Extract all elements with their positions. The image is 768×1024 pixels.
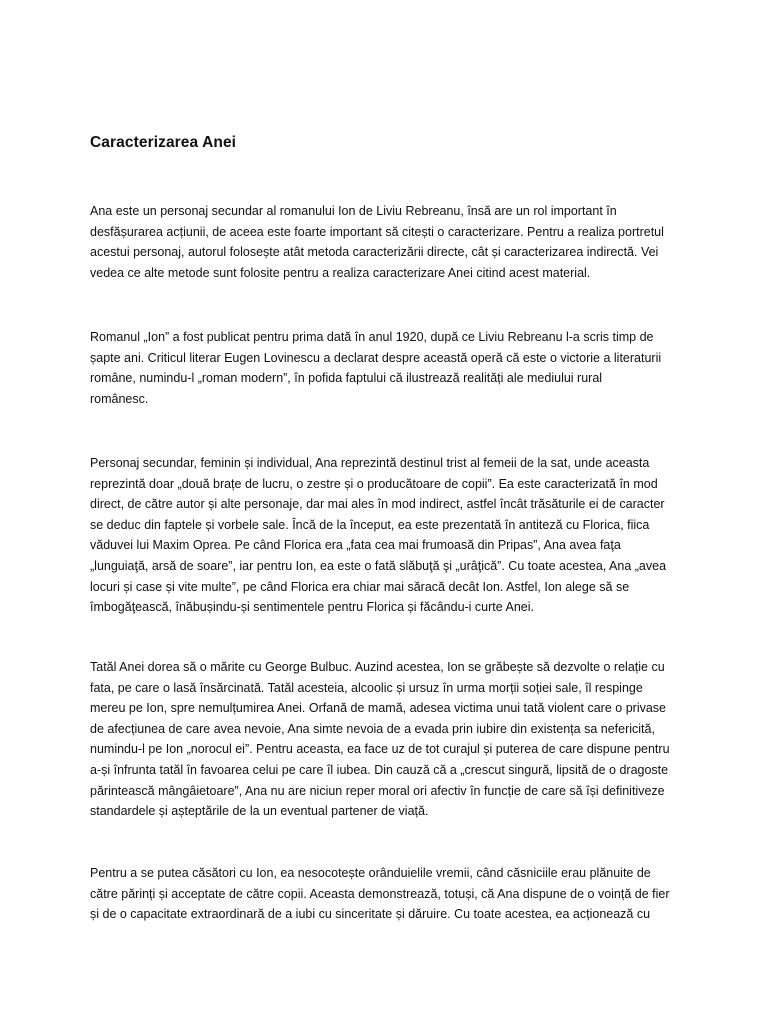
paragraph-line: standardele și așteptările de la un eventual partener de viață.	[90, 804, 429, 819]
paragraph-line: Romanul „Ion” a fost publicat pentru prima dată în anul 1920, după ce Liviu Rebreanu l-a scris timp de	[90, 330, 654, 344]
paragraph-line: vedea ce alte metode sunt folosite pentru a realiza caracterizare Anei citind acest material.	[90, 265, 591, 280]
paragraph-character-portrait	[90, 453, 680, 618]
paragraph-line: văduvei lui Maxim Oprea. Pe când Florica era „fata cea mai frumoasă din Pripas”, Ana avea faţa	[90, 538, 621, 553]
paragraph-marriage	[90, 863, 680, 925]
paragraph-line: mereu pe Ion, spre nemulțumirea Anei. Orfană de mamă, adesea victima unui tată violent care o privase	[90, 701, 666, 716]
paragraph-line: reprezintă doar „două brațe de lucru, o zestre și o producătoare de copii”. Ea este caracterizată în mod	[90, 476, 658, 491]
paragraph-line: Ana este un personaj secundar al romanului Ion de Liviu Rebreanu, însă are un rol important în	[90, 204, 617, 218]
paragraph-line: numindu-l pe Ion „norocul ei”. Pentru aceasta, ea face uz de tot curajul și puterea de care dispune pentru	[90, 742, 670, 757]
paragraph-line: Pentru a se putea căsători cu Ion, ea nesocotește orânduielile vremii, când căsniciile erau plănuite de	[90, 866, 651, 880]
paragraph-line: se deduc din faptele și vorbele sale. Încă de la început, ea este prezentată în antiteză cu Florica, fiica	[90, 517, 650, 532]
paragraph-line: acestui personaj, autorul folosește atât metoda caracterizării directe, cât și caracterizarea indirectă. Vei	[90, 245, 659, 260]
paragraph-line: române, numindu-l „roman modern”, în pofida faptului că ilustrează realități ale mediului rural	[90, 371, 603, 386]
paragraph-line: îmbogăţească, înăbușindu-și sentimentele pentru Florica și făcându-i curte Anei.	[90, 600, 534, 615]
paragraph-line: locuri și case și vite multe”, pe când Florica era chiar mai săracă decât Ion. Astfel, Ion alege să se	[90, 579, 630, 594]
paragraph-line: desfășurarea acțiunii, de aceea este foarte important să citești o caracterizare. Pentru a realiza portretul	[90, 224, 664, 239]
paragraph-line: către părinți și acceptate de către copii. Aceasta demonstrează, totuși, că Ana dispune de o voință de fier	[90, 886, 670, 901]
paragraph-line: părintească mângâietoare”, Ana nu are niciun reper moral ori afectiv în funcție de care să își definitiveze	[90, 783, 665, 798]
paragraph-line: românesc.	[90, 391, 149, 406]
paragraph-novel-publication	[90, 327, 680, 409]
paragraph-line: Tatăl Anei dorea să o mărite cu George Bulbuc. Auzind acestea, Ion se grăbește să dezvolte o relație cu	[90, 660, 665, 674]
paragraph-line: Personaj secundar, feminin și individual, Ana reprezintă destinul trist al femeii de la sat, unde aceasta	[90, 456, 650, 470]
paragraph-line: direct, de către autor și alte personaje, dar mai ales în mod indirect, astfel încât trăsăturile ei de caracter	[90, 497, 665, 512]
paragraph-line: fata, pe care o lasă însărcinată. Tatăl acesteia, alcoolic și ursuz în urma morții soției sale, îl respinge	[90, 680, 643, 695]
paragraph-father-relationship	[90, 657, 680, 822]
paragraph-line: și de o capacitate extraordinară de a iubi cu sinceritate și dăruire. Cu toate acestea, ea acționează cu	[90, 907, 651, 922]
document-title: Caracterizarea Anei	[90, 134, 237, 151]
paragraph-line: „lunguiaţă, arsă de soare”, iar pentru Ion, ea este o fată slăbuţă şi „urâţică”. Cu toate acestea, Ana „avea	[90, 558, 667, 573]
paragraph-line: a-și înfrunta tatăl în favoarea celui pe care îl iubea. Din cauză că a „crescut singură, lipsită de o dragoste	[90, 762, 669, 777]
paragraph-line: de afecțiunea de care avea nevoie, Ana simte nevoia de a evada prin iubire din existența sa nefericită,	[90, 721, 655, 736]
paragraph-introduction	[90, 201, 680, 283]
paragraph-line: șapte ani. Criticul literar Eugen Lovinescu a declarat despre această operă că este o victorie a literaturii	[90, 350, 662, 365]
